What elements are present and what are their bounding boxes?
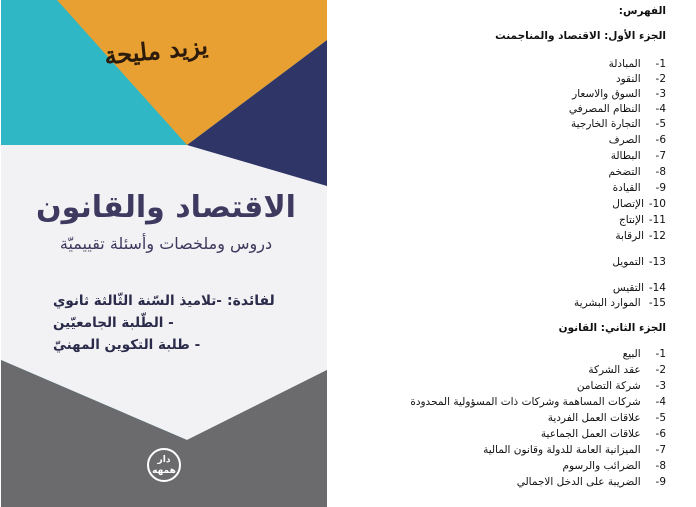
toc-item: 4- شركات المساهمة وشركات ذات المسؤولية المحدودة (410, 396, 666, 408)
toc-item: 1- البيع (622, 348, 666, 360)
toc-item: 12-الرقابة (615, 230, 666, 242)
cover-audience-item: - الطّلبة الجامعيّين (53, 315, 174, 331)
toc-item: 13-التمويل (612, 256, 666, 268)
table-of-contents (330, 0, 696, 507)
toc-item: 10-الإتصال (612, 198, 666, 210)
cover-audience-item: - طلبة التكوين المهنيّ (53, 337, 201, 353)
toc-item: 4- النظام المصرفي (568, 103, 666, 115)
toc-item: 3- السوق والاسعار (572, 88, 666, 100)
toc-part2-heading: الجزء الثاني: القانون (558, 322, 666, 334)
publisher-line: دار (157, 455, 171, 465)
toc-heading: الفهرس: (618, 5, 666, 17)
publisher-logo (147, 448, 181, 482)
cover-title: الاقتصاد والقانون (36, 190, 296, 225)
toc-item: 5- التجارة الخارجية (571, 118, 666, 130)
publisher-line: همهه (152, 466, 176, 476)
cover-subtitle: دروس وملخصات وأسئلة تقييميّة (59, 234, 273, 253)
toc-item: 8- الضرائب والرسوم (562, 460, 666, 472)
toc-item: 5- علاقات العمل الفردية (547, 412, 666, 424)
cover-audience-item: -تلاميذ السّنة الثّالثة ثانوي (53, 293, 222, 309)
toc-item: 8- التضخم (608, 166, 666, 178)
toc-item: 9- القيادة (612, 182, 666, 194)
toc-item: 2- عقد الشركة (588, 364, 666, 376)
cover-author: يزيد مليحة (102, 30, 210, 71)
toc-item: 6- الصرف (608, 134, 666, 146)
cover-background (1, 0, 327, 507)
toc-item: 3- شركة التضامن (576, 380, 666, 392)
toc-item: 7- البطالة (610, 150, 666, 162)
book-cover (1, 0, 327, 507)
toc-item: 9- الضريبة على الدخل الاجمالي (516, 476, 666, 488)
cover-for-label: لفائدة: (227, 293, 275, 309)
toc-item: 15- الموارد البشرية (574, 297, 666, 309)
toc-item: 1- المبادلة (608, 58, 666, 70)
toc-part1-heading: الجزء الأول: الاقتصاد والمناجمنت (495, 30, 666, 42)
toc-item: 7- الميزانية العامة للدولة وقانون المالية (483, 444, 666, 456)
toc-item: 2- النقود (615, 73, 666, 85)
toc-item: 6- علاقات العمل الجماعية (540, 428, 666, 440)
toc-item: 14-التقيس (612, 282, 666, 294)
toc-item: 11-الإنتاج (619, 214, 666, 226)
